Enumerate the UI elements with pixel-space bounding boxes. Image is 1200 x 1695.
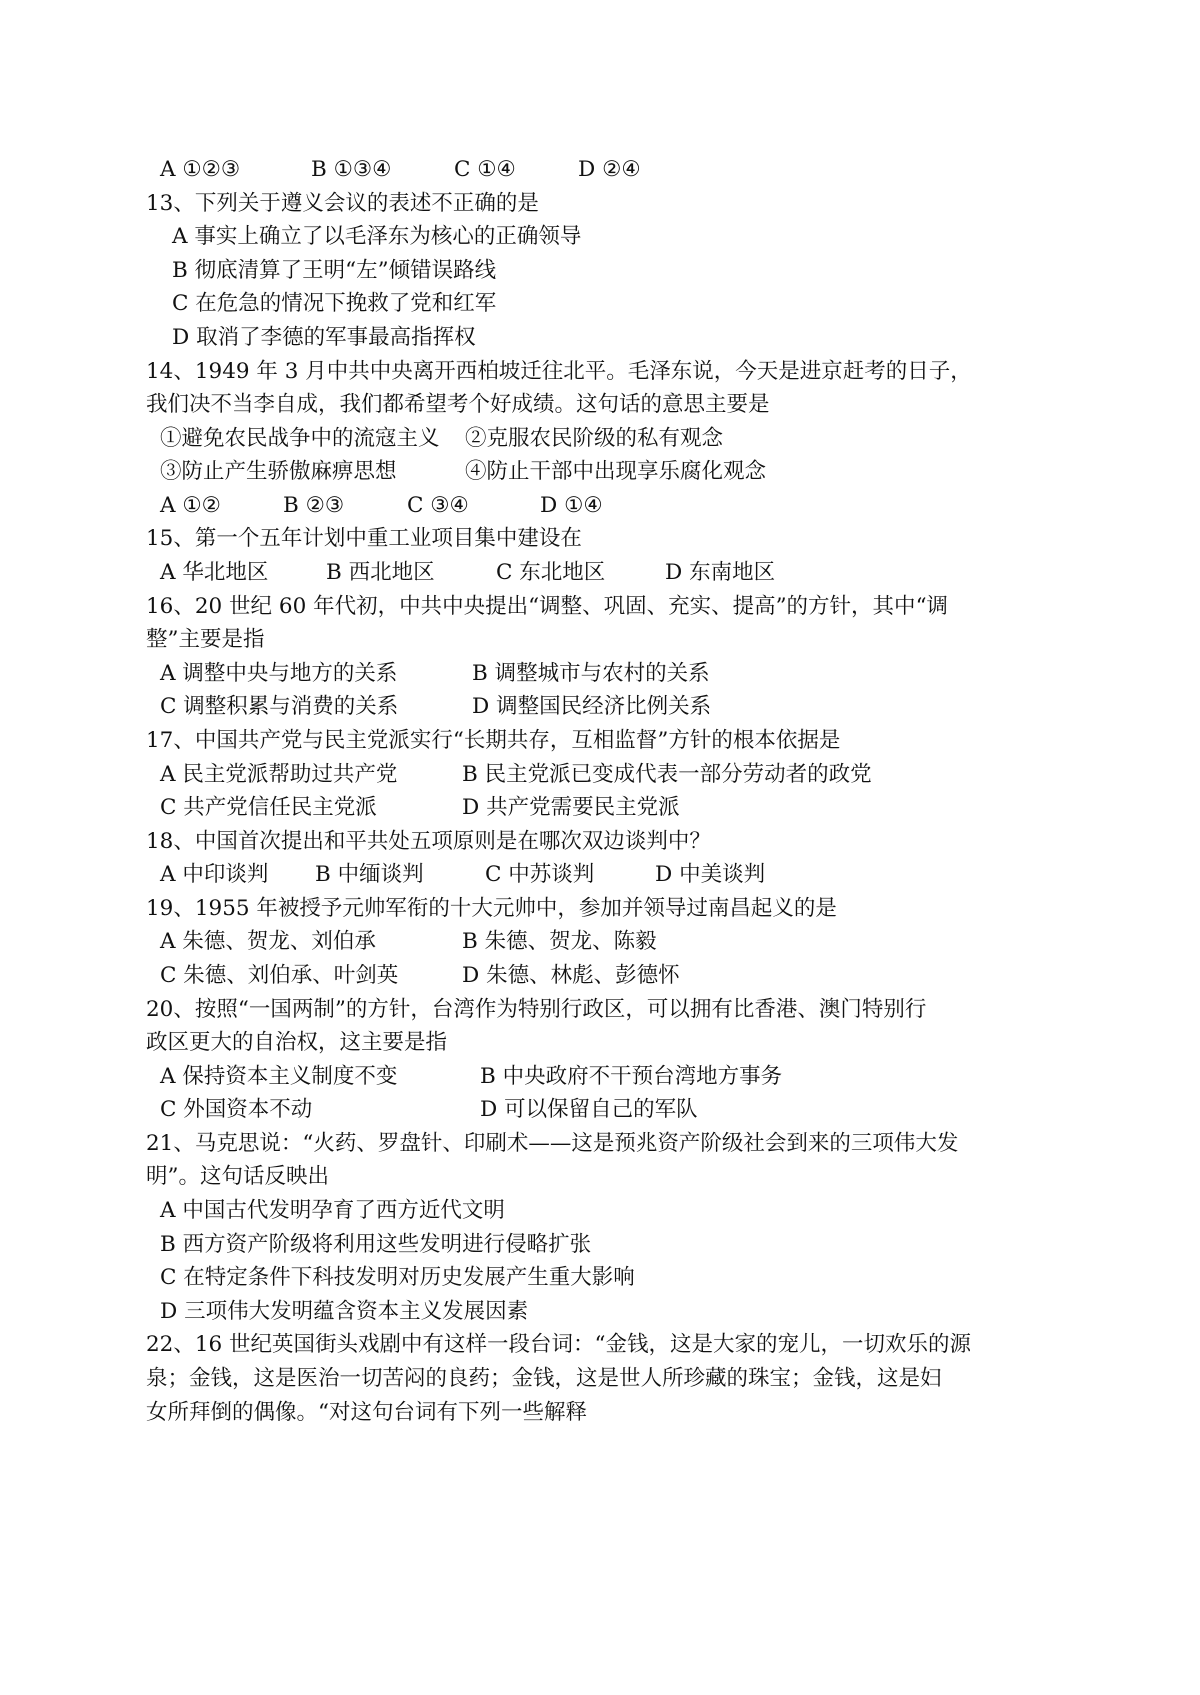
q17-stem: 17、中国共产党与民主党派实行“长期共存，互相监督”方针的根本依据是 bbox=[146, 728, 841, 753]
q20-option-d[interactable]: D 可以保留自己的军队 bbox=[480, 1097, 698, 1122]
q21-option-d[interactable]: D 三项伟大发明蕴含资本主义发展因素 bbox=[160, 1299, 529, 1324]
q19-option-a[interactable]: A 朱德、贺龙、刘伯承 bbox=[160, 929, 376, 954]
q12-option-b[interactable]: B ①③④ bbox=[311, 157, 392, 182]
q14-item-2: ②克服农民阶级的私有观念 bbox=[465, 426, 724, 451]
q18-option-c[interactable]: C 中苏谈判 bbox=[485, 862, 595, 887]
q16-option-a[interactable]: A 调整中央与地方的关系 bbox=[160, 661, 398, 686]
q13-option-c[interactable]: C 在危急的情况下挽救了党和红军 bbox=[172, 291, 497, 316]
q20-option-c[interactable]: C 外国资本不动 bbox=[160, 1097, 313, 1122]
q19-option-b[interactable]: B 朱德、贺龙、陈毅 bbox=[462, 929, 657, 954]
q14-item-1: ①避免农民战争中的流寇主义 bbox=[160, 426, 440, 451]
q17-option-c[interactable]: C 共产党信任民主党派 bbox=[160, 795, 377, 820]
q16-stem-line-1: 16、20 世纪 60 年代初，中共中央提出“调整、巩固、充实、提高”的方针，其中“调 bbox=[146, 594, 949, 619]
q18-option-b[interactable]: B 中缅谈判 bbox=[315, 862, 424, 887]
q21-option-c[interactable]: C 在特定条件下科技发明对历史发展产生重大影响 bbox=[160, 1265, 635, 1290]
q14-option-b[interactable]: B ②③ bbox=[283, 493, 345, 518]
q13-stem: 13、下列关于遵义会议的表述不正确的是 bbox=[146, 191, 539, 216]
q18-option-d[interactable]: D 中美谈判 bbox=[655, 862, 766, 887]
q15-stem: 15、第一个五年计划中重工业项目集中建设在 bbox=[146, 526, 582, 551]
q14-stem-line-2: 我们决不当李自成，我们都希望考个好成绩。这句话的意思主要是 bbox=[146, 392, 770, 417]
q22-stem-line-1: 22、16 世纪英国街头戏剧中有这样一段台词：“金钱，这是大家的宠儿，一切欢乐的源 bbox=[146, 1332, 972, 1357]
q15-option-a[interactable]: A 华北地区 bbox=[160, 560, 269, 585]
q18-stem: 18、中国首次提出和平共处五项原则是在哪次双边谈判中？ bbox=[146, 829, 711, 854]
q15-option-c[interactable]: C 东北地区 bbox=[496, 560, 606, 585]
q20-option-a[interactable]: A 保持资本主义制度不变 bbox=[160, 1064, 398, 1089]
q21-option-b[interactable]: B 西方资产阶级将利用这些发明进行侵略扩张 bbox=[160, 1232, 592, 1257]
q22-stem-line-2: 泉；金钱，这是医治一切苦闷的良药；金钱，这是世人所珍藏的珠宝；金钱，这是妇 bbox=[146, 1366, 942, 1391]
q13-option-a[interactable]: A 事实上确立了以毛泽东为核心的正确领导 bbox=[172, 224, 582, 249]
q16-stem-line-2: 整”主要是指 bbox=[146, 627, 265, 652]
q19-stem: 19、1955 年被授予元帅军衔的十大元帅中，参加并领导过南昌起义的是 bbox=[146, 896, 837, 921]
q22-stem-line-3: 女所拜倒的偶像。“对这句台词有下列一些解释 bbox=[146, 1400, 587, 1425]
q14-option-c[interactable]: C ③④ bbox=[407, 493, 469, 518]
q19-option-d[interactable]: D 朱德、林彪、彭德怀 bbox=[462, 963, 680, 988]
q20-option-b[interactable]: B 中央政府不干预台湾地方事务 bbox=[480, 1064, 783, 1089]
q13-option-b[interactable]: B 彻底清算了王明“左”倾错误路线 bbox=[172, 258, 497, 283]
q12-option-d[interactable]: D ②④ bbox=[578, 157, 641, 182]
q20-stem-line-2: 政区更大的自治权，这主要是指 bbox=[146, 1030, 448, 1055]
q14-stem-line-1: 14、1949 年 3 月中共中央离开西柏坡迁往北平。毛泽东说，今天是进京赶考的日子， bbox=[146, 359, 972, 384]
q21-option-a[interactable]: A 中国古代发明孕育了西方近代文明 bbox=[160, 1198, 505, 1223]
q13-option-d[interactable]: D 取消了李德的军事最高指挥权 bbox=[172, 325, 476, 350]
q16-option-b[interactable]: B 调整城市与农村的关系 bbox=[472, 661, 710, 686]
q14-option-a[interactable]: A ①② bbox=[160, 493, 221, 518]
q14-item-3: ③防止产生骄傲麻痹思想 bbox=[160, 459, 397, 484]
q17-option-d[interactable]: D 共产党需要民主党派 bbox=[462, 795, 680, 820]
q16-option-d[interactable]: D 调整国民经济比例关系 bbox=[472, 694, 712, 719]
q21-stem-line-1: 21、马克思说：“火药、罗盘针、印刷术——这是预兆资产阶级社会到来的三项伟大发 bbox=[146, 1131, 959, 1156]
q17-option-b[interactable]: B 民主党派已变成代表一部分劳动者的政党 bbox=[462, 762, 872, 787]
q18-option-a[interactable]: A 中印谈判 bbox=[160, 862, 269, 887]
q14-item-4: ④防止干部中出现享乐腐化观念 bbox=[465, 459, 767, 484]
q15-option-b[interactable]: B 西北地区 bbox=[326, 560, 435, 585]
q20-stem-line-1: 20、按照“一国两制”的方针，台湾作为特别行政区，可以拥有比香港、澳门特别行 bbox=[146, 997, 927, 1022]
q21-stem-line-2: 明”。这句话反映出 bbox=[146, 1164, 329, 1189]
q12-option-c[interactable]: C ①④ bbox=[454, 157, 516, 182]
q12-option-a[interactable]: A ①②③ bbox=[160, 157, 241, 182]
q15-option-d[interactable]: D 东南地区 bbox=[665, 560, 776, 585]
q16-option-c[interactable]: C 调整积累与消费的关系 bbox=[160, 694, 399, 719]
q17-option-a[interactable]: A 民主党派帮助过共产党 bbox=[160, 762, 398, 787]
q19-option-c[interactable]: C 朱德、刘伯承、叶剑英 bbox=[160, 963, 399, 988]
q14-option-d[interactable]: D ①④ bbox=[540, 493, 603, 518]
